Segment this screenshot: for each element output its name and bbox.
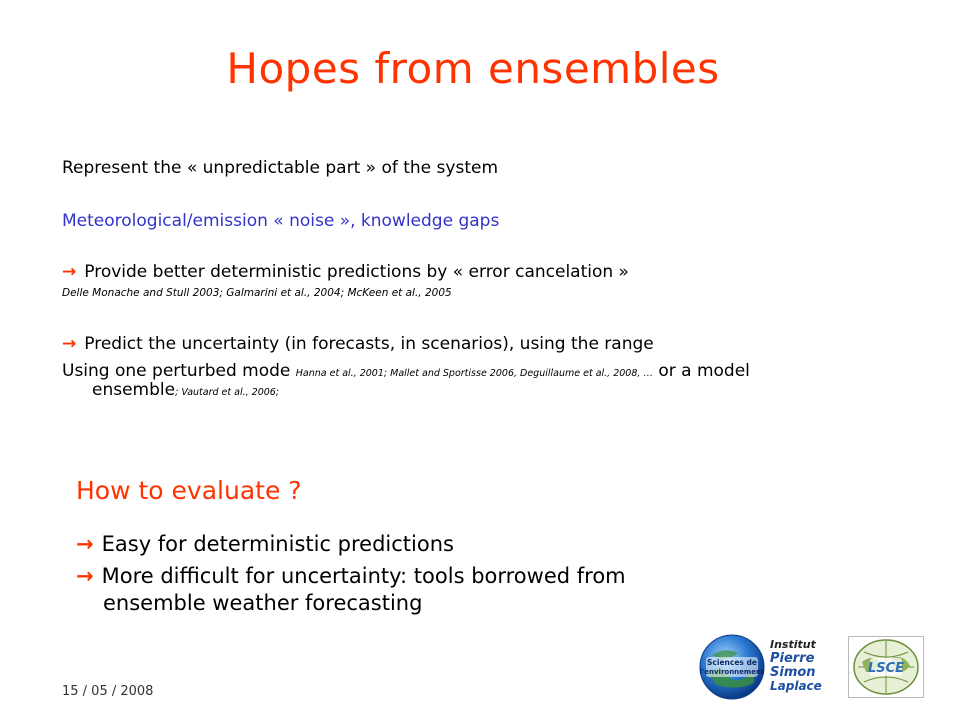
arrow-icon: → [62, 334, 77, 354]
arrow-icon: → [76, 564, 94, 588]
using-citation: Hanna et al., 2001; Mallet and Sportisse 2006, Deguillaume et al., 2008, … [295, 368, 653, 379]
bullet-text: Provide better deterministic predictions by « error cancelation » [84, 262, 629, 282]
ipsl-logo-icon [766, 634, 830, 698]
globe-icon [698, 633, 766, 701]
bullet-deterministic [62, 262, 629, 282]
arrow-icon: → [62, 262, 77, 282]
arrow-icon: → [76, 532, 94, 556]
citation-deterministic: Delle Monache and Stull 2003; Galmarini et al., 2004; McKeen et al., 2005 [62, 287, 452, 299]
ipsl-text-2: Pierre [770, 651, 815, 666]
how-to-evaluate-heading: How to evaluate ? [76, 476, 302, 505]
using-prefix: Using one perturbed mode [62, 361, 291, 381]
eval-text: More difficult for uncertainty: tools borrowed from [101, 564, 626, 588]
statement-unpredictable: Represent the « unpredictable part » of the system [62, 158, 498, 178]
globe-text-1: Sciences de [707, 658, 757, 667]
slide-title: Hopes from ensembles [226, 44, 720, 93]
eval-bullet-deterministic [76, 532, 454, 556]
bullet-uncertainty [62, 334, 654, 354]
ipsl-logo [766, 634, 830, 698]
ipsl-text-4: Laplace [770, 679, 822, 693]
ipsl-text-1: Institut [770, 638, 816, 651]
using-line [62, 361, 750, 381]
eval-bullet-uncertainty-cont: ensemble weather forecasting [103, 591, 423, 615]
ipsl-text-3: Simon [770, 665, 816, 680]
footer-date: 15 / 05 / 2008 [62, 684, 154, 699]
ensemble-word: ensemble [92, 380, 176, 400]
globe-text-2: l'environnement [699, 668, 765, 676]
sciences-environnement-logo [698, 633, 766, 701]
lsce-globe-icon [848, 636, 924, 698]
bullet-text: Predict the uncertainty (in forecasts, in scenarios), using the range [84, 334, 654, 354]
eval-text: Easy for deterministic predictions [101, 532, 454, 556]
statement-noise: Meteorological/emission « noise », knowledge gaps [62, 211, 500, 231]
lsce-text: LSCE [867, 661, 905, 676]
ensemble-line [92, 380, 279, 400]
lsce-logo [848, 636, 924, 698]
eval-bullet-uncertainty [76, 564, 626, 588]
using-suffix: or a model [658, 361, 750, 381]
ensemble-citation: ; Vautard et al., 2006; [175, 387, 280, 398]
